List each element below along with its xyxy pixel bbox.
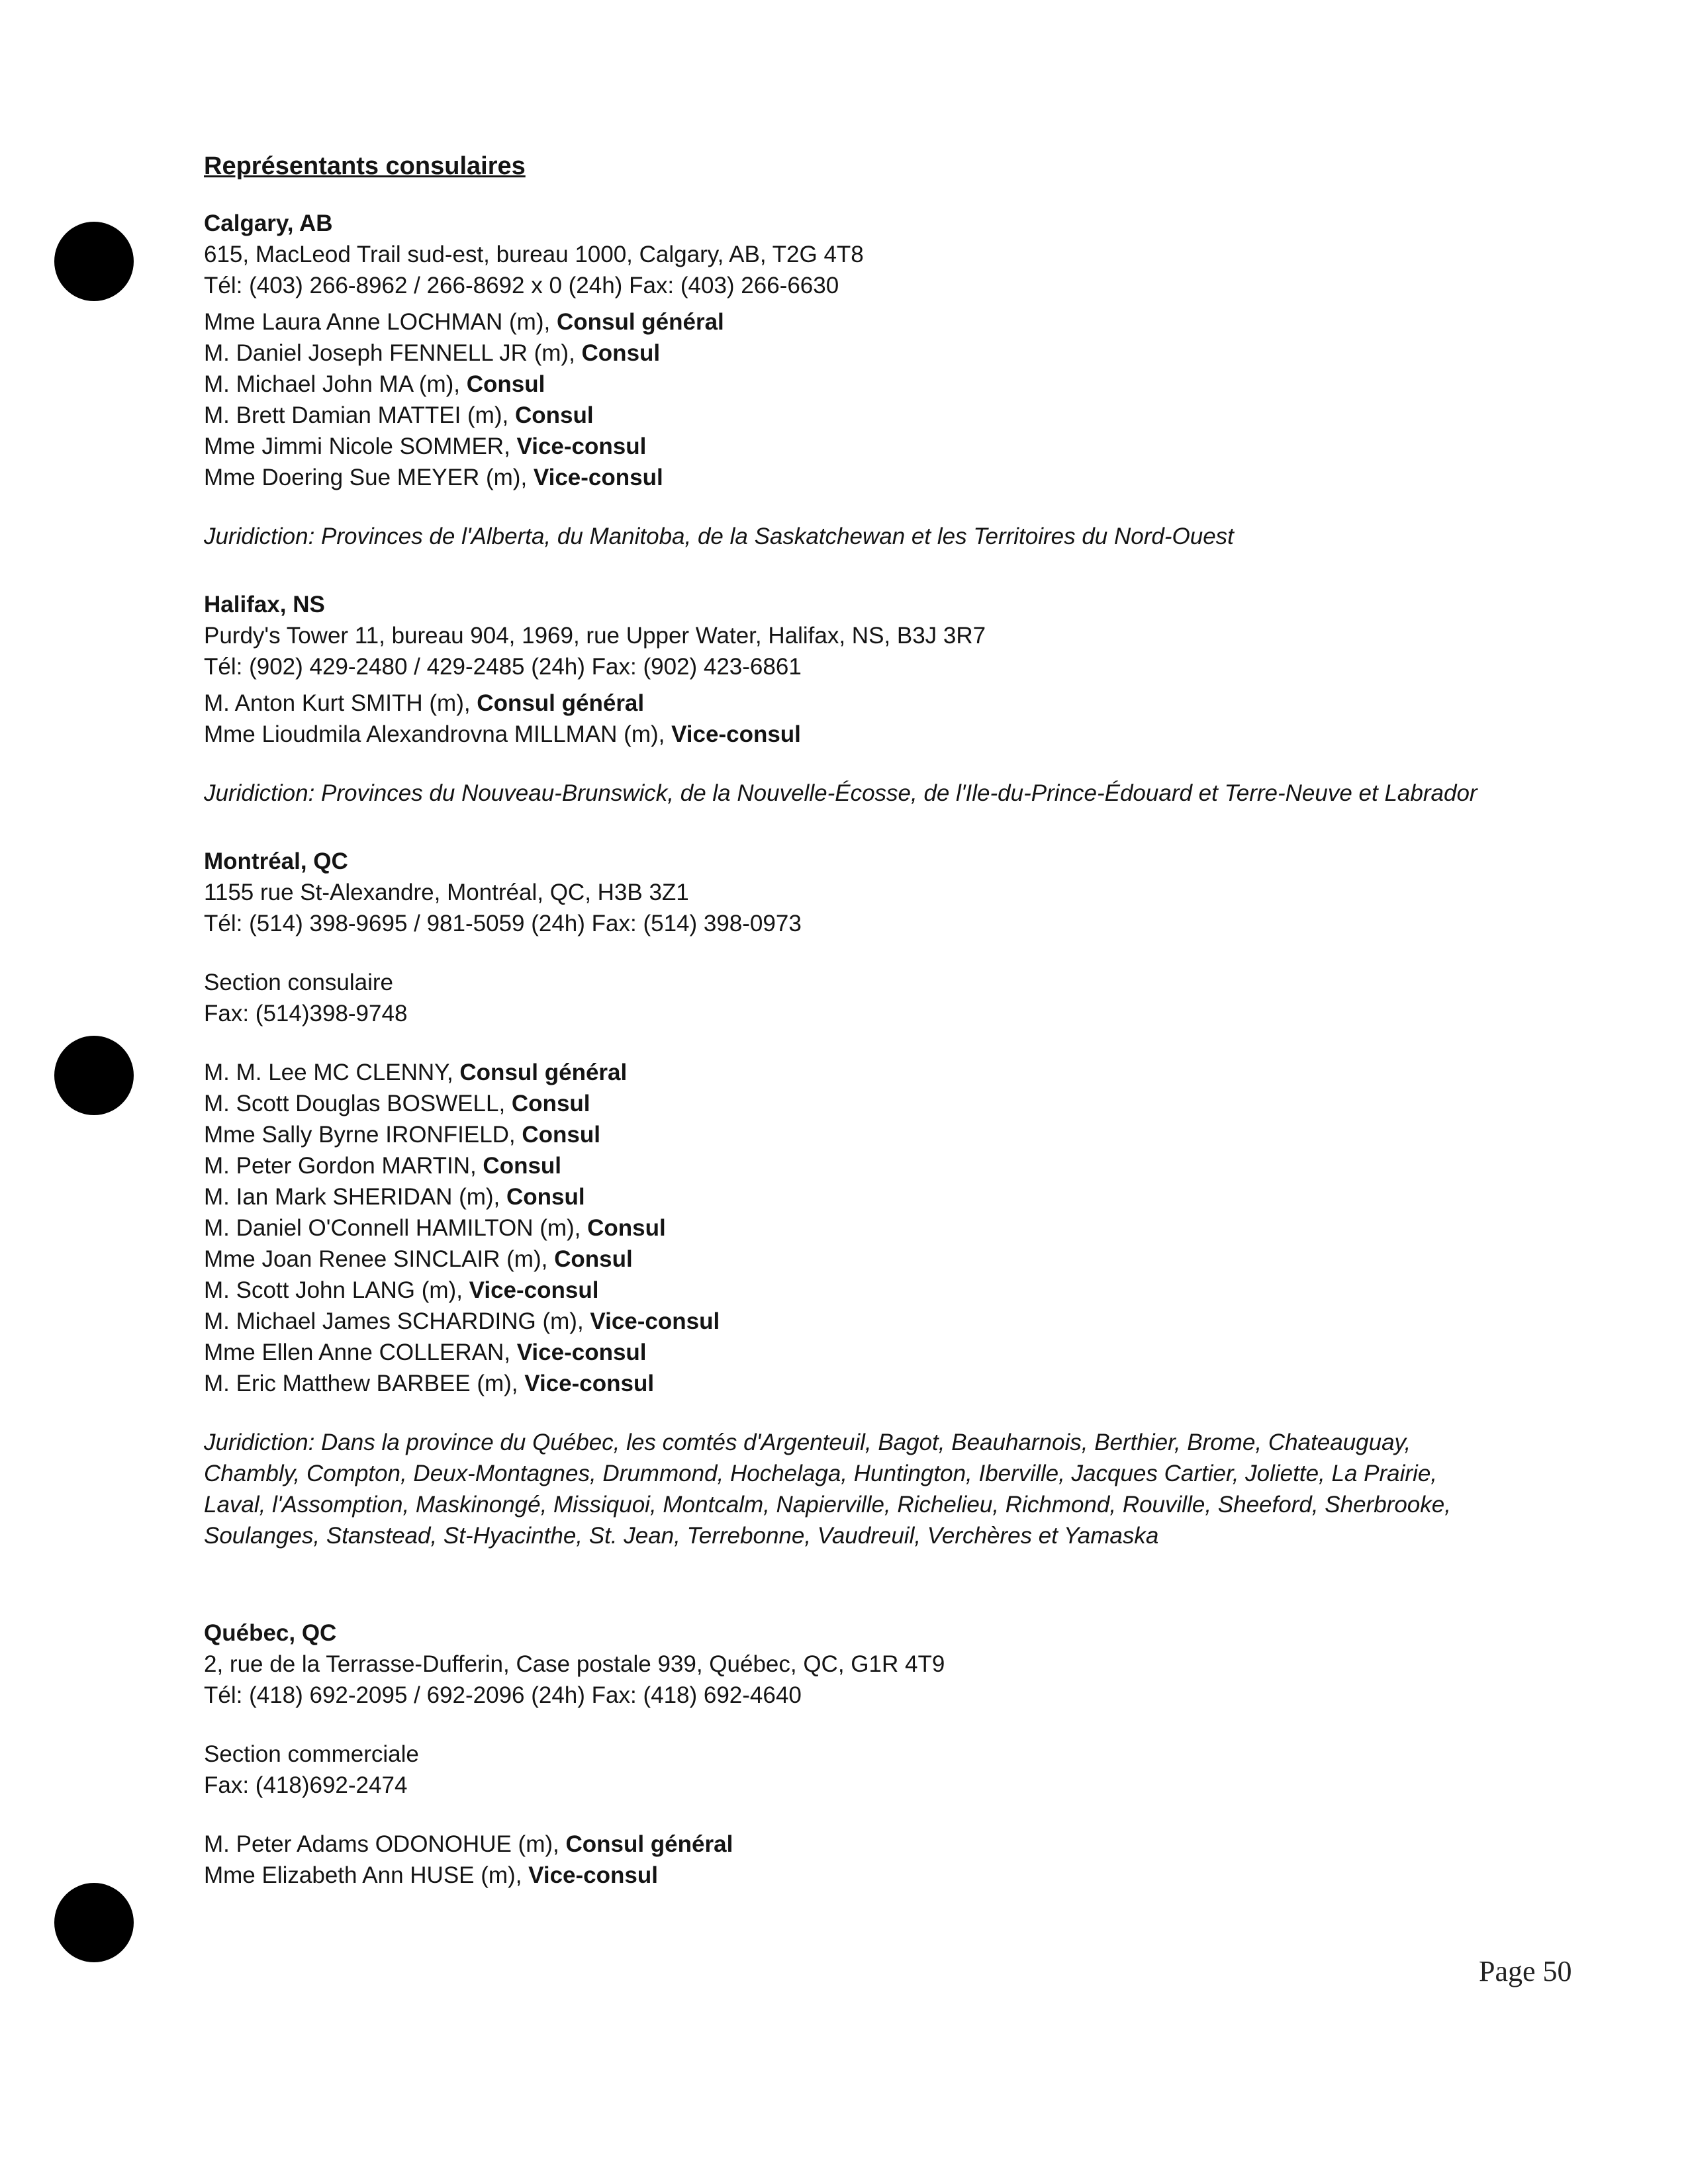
staff-name: M. Scott Douglas BOSWELL, [204,1091,512,1116]
staff-role: Consul général [459,1060,628,1085]
staff-role: Vice-consul [533,465,663,490]
consular-section [204,967,1554,1029]
office-phone: Tél: (514) 398-9695 / 981-5059 (24h) Fax: (514) 398-0973 [204,911,802,936]
jurisdiction-note: Juridiction: Provinces du Nouveau-Brunswick, de la Nouvelle-Écosse, de l'Ile-du-Prince-Édouard et Terre-Neuve et Labrador [204,780,1477,806]
staff-name: M. Eric Matthew BARBEE (m), [204,1371,525,1396]
staff-role: Consul général [565,1831,733,1857]
staff-member [204,688,1554,719]
staff-role: Consul [581,340,661,366]
punch-hole-bottom [54,1883,134,1962]
staff-member [204,369,1554,400]
jurisdiction-note: Juridiction: Dans la province du Québec, les comtés d'Argenteuil, Bagot, Beauharnois, Berthier, Brome, Chateauguay, Chambly, Compton, Deux-Montagnes, Drummond, Hochelaga, Huntington, Iberville, Jacques Cartier, Joliette, La Prairie, Laval, l'Assomption, Maskinongé, Missiquoi, Montcalm, Napierville, Richelieu, Richmond, Rouville, Sheeford, Sherbrooke, Soulanges, Stanstead, St-Hyacinthe, St. Jean, Terrebonne, Vaudreuil, Verchères et Yamaska [204,1430,1451,1549]
office-name: Québec, QC [204,1620,337,1646]
office-name: Montréal, QC [204,848,348,874]
staff-name: Mme Jimmi Nicole SOMMER, [204,433,517,459]
office-phone: Tél: (418) 692-2095 / 692-2096 (24h) Fax: (418) 692-4640 [204,1682,802,1708]
staff-member [204,1829,1554,1860]
staff-member [204,400,1554,431]
staff-member [204,431,1554,462]
staff-role: Vice-consul [516,433,647,459]
office-address: 615, MacLeod Trail sud-est, bureau 1000, Calgary, AB, T2G 4T8 [204,242,864,267]
page-number: Page 50 [1479,1955,1572,1987]
jurisdiction-note: Juridiction: Provinces de l'Alberta, du Manitoba, de la Saskatchewan et les Territoires du Nord-Ouest [204,523,1234,549]
staff-role: Consul [514,402,594,428]
staff-name: Mme Doering Sue MEYER (m), [204,465,534,490]
staff-name: M. Anton Kurt SMITH (m), [204,690,477,716]
office-montreal [204,846,1554,1551]
staff-name: M. Michael James SCHARDING (m), [204,1308,590,1334]
staff-list [204,688,1554,750]
section-fax: Fax: (418)692-2474 [204,1772,408,1798]
staff-member [204,719,1554,750]
staff-name: M. Michael John MA (m), [204,371,467,397]
staff-role: Vice-consul [469,1277,599,1303]
staff-list [204,306,1554,493]
staff-role: Consul [587,1215,666,1241]
content [204,150,1554,1928]
section-name: Section consulaire [204,970,393,995]
staff-member [204,462,1554,493]
staff-name: M. M. Lee MC CLENNY, [204,1060,460,1085]
punch-hole-top [54,222,134,301]
staff-member [204,1088,1554,1119]
office-address: Purdy's Tower 11, bureau 904, 1969, rue Upper Water, Halifax, NS, B3J 3R7 [204,623,986,649]
staff-name: M. Brett Damian MATTEI (m), [204,402,515,428]
office-halifax [204,589,1554,809]
staff-name: Mme Lioudmila Alexandrovna MILLMAN (m), [204,721,672,747]
staff-role: Vice-consul [590,1308,720,1334]
staff-member [204,338,1554,369]
staff-role: Consul [522,1122,600,1148]
staff-member [204,1368,1554,1399]
staff-member [204,1212,1554,1244]
staff-role: Vice-consul [524,1371,655,1396]
staff-role: Vice-consul [671,721,801,747]
staff-member [204,1306,1554,1337]
staff-member [204,1244,1554,1275]
staff-role: Consul [511,1091,590,1116]
staff-role: Consul général [556,309,724,335]
staff-member [204,1119,1554,1150]
staff-name: Mme Sally Byrne IRONFIELD, [204,1122,522,1148]
staff-name: Mme Laura Anne LOCHMAN (m), [204,309,557,335]
staff-role: Vice-consul [516,1340,647,1365]
staff-name: M. Scott John LANG (m), [204,1277,469,1303]
staff-name: M. Daniel O'Connell HAMILTON (m), [204,1215,588,1241]
staff-member [204,1150,1554,1181]
staff-member [204,1275,1554,1306]
staff-role: Consul général [477,690,645,716]
staff-role: Consul [506,1184,585,1210]
staff-member [204,1057,1554,1088]
staff-name: M. Daniel Joseph FENNELL JR (m), [204,340,582,366]
staff-role: Vice-consul [528,1862,658,1888]
staff-name: M. Peter Gordon MARTIN, [204,1153,483,1179]
staff-member [204,306,1554,338]
office-name: Calgary, AB [204,210,333,236]
office-phone: Tél: (403) 266-8962 / 266-8692 x 0 (24h) Fax: (403) 266-6630 [204,273,839,298]
section-heading: Représentants consulaires [204,152,526,180]
staff-name: Mme Joan Renee SINCLAIR (m), [204,1246,555,1272]
staff-role: Consul [483,1153,562,1179]
office-phone: Tél: (902) 429-2480 / 429-2485 (24h) Fax: (902) 423-6861 [204,654,802,680]
staff-name: M. Ian Mark SHERIDAN (m), [204,1184,506,1210]
commercial-section [204,1739,1554,1801]
office-calgary [204,208,1554,552]
staff-name: M. Peter Adams ODONOHUE (m), [204,1831,566,1857]
staff-list [204,1057,1554,1399]
section-name: Section commerciale [204,1741,419,1767]
staff-list [204,1829,1554,1891]
staff-role: Consul [466,371,545,397]
office-address: 1155 rue St-Alexandre, Montréal, QC, H3B 3Z1 [204,880,689,905]
staff-member [204,1860,1554,1891]
office-name: Halifax, NS [204,592,325,617]
staff-name: Mme Elizabeth Ann HUSE (m), [204,1862,529,1888]
staff-name: Mme Ellen Anne COLLERAN, [204,1340,517,1365]
office-address: 2, rue de la Terrasse-Dufferin, Case postale 939, Québec, QC, G1R 4T9 [204,1651,945,1677]
office-quebec [204,1617,1554,1891]
staff-member [204,1181,1554,1212]
section-fax: Fax: (514)398-9748 [204,1001,408,1026]
staff-member [204,1337,1554,1368]
punch-hole-middle [54,1036,134,1115]
staff-role: Consul [554,1246,633,1272]
